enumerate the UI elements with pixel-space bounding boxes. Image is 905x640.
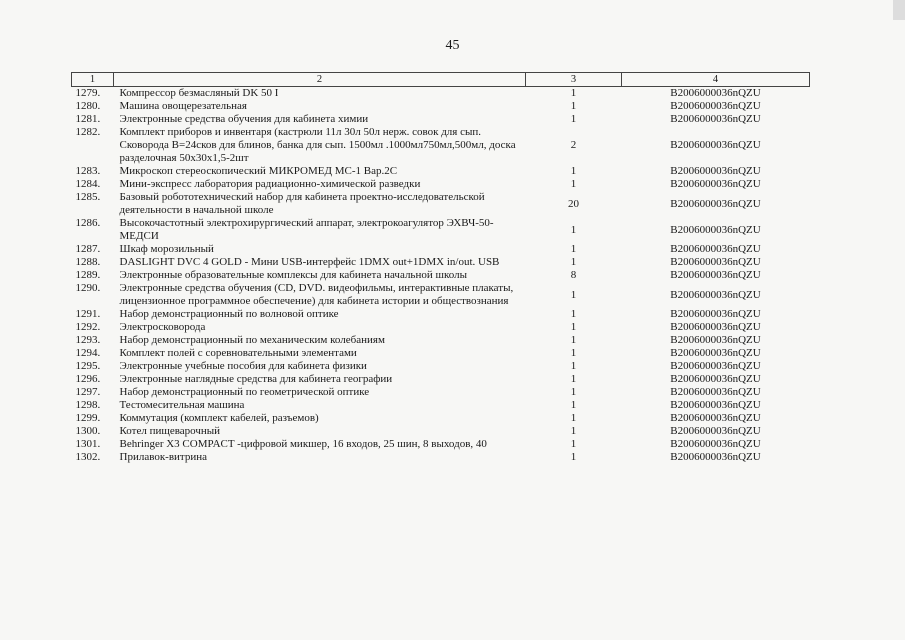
row-number: 1291. <box>75 308 101 320</box>
item-code: B2006000036nQZU <box>670 269 761 281</box>
item-quantity: 1 <box>570 165 577 177</box>
table-row <box>72 191 810 217</box>
item-code: B2006000036nQZU <box>670 347 761 359</box>
item-code: B2006000036nQZU <box>670 425 761 437</box>
row-number: 1294. <box>75 347 101 359</box>
item-code: B2006000036nQZU <box>670 334 761 346</box>
item-code: B2006000036nQZU <box>670 197 761 210</box>
item-quantity: 8 <box>570 269 577 281</box>
item-quantity: 1 <box>570 321 577 333</box>
row-number: 1279. <box>75 87 101 99</box>
item-quantity: 1 <box>570 425 577 437</box>
inventory-table <box>71 72 810 464</box>
item-quantity: 20 <box>568 197 579 210</box>
item-name: Коммутация (комплект кабелей, разъемов) <box>119 412 319 424</box>
row-number: 1282. <box>75 126 101 138</box>
table-row <box>72 399 810 412</box>
row-number: 1287. <box>75 243 101 255</box>
item-code: B2006000036nQZU <box>670 178 761 190</box>
item-quantity: 1 <box>570 178 577 190</box>
table-row <box>72 412 810 425</box>
item-quantity: 1 <box>570 438 577 450</box>
item-quantity: 1 <box>570 243 577 255</box>
table-row <box>72 373 810 386</box>
item-code: B2006000036nQZU <box>670 87 761 99</box>
row-number: 1301. <box>75 438 101 450</box>
item-code: B2006000036nQZU <box>670 386 761 398</box>
row-number: 1300. <box>75 425 101 437</box>
table-row <box>72 217 810 243</box>
item-code: B2006000036nQZU <box>670 308 761 320</box>
table-row <box>72 360 810 373</box>
table-row <box>72 425 810 438</box>
table-row <box>72 178 810 191</box>
item-code: B2006000036nQZU <box>670 256 761 268</box>
item-code: B2006000036nQZU <box>670 288 761 301</box>
row-number: 1297. <box>75 386 101 398</box>
table-row <box>72 256 810 269</box>
table-row <box>72 87 810 101</box>
row-number: 1280. <box>75 100 101 112</box>
item-quantity: 1 <box>570 373 577 385</box>
item-code: B2006000036nQZU <box>670 360 761 372</box>
table-row <box>72 100 810 113</box>
row-number: 1292. <box>75 321 101 333</box>
item-code: B2006000036nQZU <box>670 113 761 125</box>
item-name: Электронные наглядные средства для кабинета географии <box>119 373 393 385</box>
table-row <box>72 243 810 256</box>
row-number: 1283. <box>75 165 101 177</box>
table-row <box>72 269 810 282</box>
item-name: Комплект полей с соревновательными элементами <box>119 347 357 359</box>
row-number: 1293. <box>75 334 101 346</box>
item-quantity: 1 <box>570 308 577 320</box>
item-name: Комплект приборов и инвентаря (кастрюли 11л 30л 50л нерж. совок для сып. Сковорода В=24сков для блинов, банка для сып. 1500мл .1000мл750мл,500мл, доска разделочная 50x30x1,5-2шт <box>119 126 516 164</box>
row-number: 1295. <box>75 360 101 372</box>
header-cell: 4 <box>622 73 810 87</box>
table-row <box>72 126 810 165</box>
item-code: B2006000036nQZU <box>670 223 761 236</box>
item-code: B2006000036nQZU <box>670 139 761 151</box>
table-row <box>72 451 810 464</box>
row-number: 1285. <box>75 191 101 203</box>
item-name: Электросковорода <box>119 321 206 333</box>
item-code: B2006000036nQZU <box>670 243 761 255</box>
item-name: DASLIGHT DVC 4 GOLD - Мини USB-интерфейс 1DMX out+1DMX in/out. USB <box>119 256 500 268</box>
item-name: Котел пищеварочный <box>119 425 221 437</box>
item-name: Электронные средства обучения (CD, DVD. видеофильмы, интерактивные плакаты, лицензионное программное обеспечение) для кабинета истории и обществознания <box>119 282 514 307</box>
item-quantity: 2 <box>570 139 577 151</box>
item-name: Компрессор безмасляный DK 50 I <box>119 87 279 99</box>
table-row <box>72 321 810 334</box>
item-code: B2006000036nQZU <box>670 100 761 112</box>
item-quantity: 1 <box>570 256 577 268</box>
item-quantity: 1 <box>570 360 577 372</box>
page-number: 45 <box>445 38 460 53</box>
table-row <box>72 438 810 451</box>
item-code: B2006000036nQZU <box>670 165 761 177</box>
item-quantity: 1 <box>570 100 577 112</box>
item-name: Микроскоп стереоскопический МИКРОМЕД МС-1 Вар.2С <box>119 165 398 177</box>
item-name: Набор демонстрационный по механическим колебаниям <box>119 334 385 346</box>
item-name: Электронные учебные пособия для кабинета физики <box>119 360 367 372</box>
table-row <box>72 165 810 178</box>
row-number: 1302. <box>75 451 101 463</box>
table-row <box>72 308 810 321</box>
item-name: Электронные средства обучения для кабинета химии <box>119 113 369 125</box>
item-code: B2006000036nQZU <box>670 438 761 450</box>
item-name: Набор демонстрационный по геометрической оптике <box>119 386 370 398</box>
item-quantity: 1 <box>570 451 577 463</box>
row-number: 1290. <box>75 282 101 294</box>
item-name: Электронные образовательные комплексы для кабинета начальной школы <box>119 269 467 281</box>
item-name: Высокочастотный электрохирургический аппарат, электрокоагулятор ЭХВЧ-50-МЕДСИ <box>119 217 494 242</box>
item-quantity: 1 <box>570 288 577 301</box>
item-quantity: 1 <box>570 334 577 346</box>
row-number: 1296. <box>75 373 101 385</box>
item-quantity: 1 <box>570 113 577 125</box>
item-code: B2006000036nQZU <box>670 412 761 424</box>
row-number: 1286. <box>75 217 101 229</box>
item-quantity: 1 <box>570 412 577 424</box>
item-code: B2006000036nQZU <box>670 399 761 411</box>
header-cell: 2 <box>114 73 526 87</box>
table-row <box>72 334 810 347</box>
item-quantity: 1 <box>570 223 577 236</box>
table-row <box>72 113 810 126</box>
item-name: Машина овощерезательная <box>119 100 247 112</box>
item-code: B2006000036nQZU <box>670 451 761 463</box>
row-number: 1299. <box>75 412 101 424</box>
item-code: B2006000036nQZU <box>670 373 761 385</box>
table-header-row <box>72 73 810 87</box>
item-quantity: 1 <box>570 347 577 359</box>
row-number: 1281. <box>75 113 101 125</box>
scan-edge <box>893 0 905 20</box>
item-name: Шкаф морозильный <box>119 243 214 255</box>
item-name: Набор демонстрационный по волновой оптике <box>119 308 339 320</box>
item-quantity: 1 <box>570 386 577 398</box>
item-name: Прилавок-витрина <box>119 451 208 463</box>
item-quantity: 1 <box>570 399 577 411</box>
header-cell: 1 <box>72 73 114 87</box>
row-number: 1284. <box>75 178 101 190</box>
item-name: Тестомесительная машина <box>119 399 245 411</box>
item-name: Базовый робототехнический набор для кабинета проектно-исследовательской деятельности в начальной школе <box>119 191 485 216</box>
row-number: 1298. <box>75 399 101 411</box>
table-row <box>72 386 810 399</box>
header-cell: 3 <box>526 73 622 87</box>
item-name: Behringer X3 COMPACT -цифровой микшер, 16 входов, 25 шин, 8 выходов, 40 <box>119 438 487 450</box>
row-number: 1289. <box>75 269 101 281</box>
item-name: Мини-экспресс лаборатория радиационно-химической разведки <box>119 178 421 190</box>
row-number: 1288. <box>75 256 101 268</box>
table-row <box>72 282 810 308</box>
item-code: B2006000036nQZU <box>670 321 761 333</box>
table-row <box>72 347 810 360</box>
item-quantity: 1 <box>570 87 577 99</box>
